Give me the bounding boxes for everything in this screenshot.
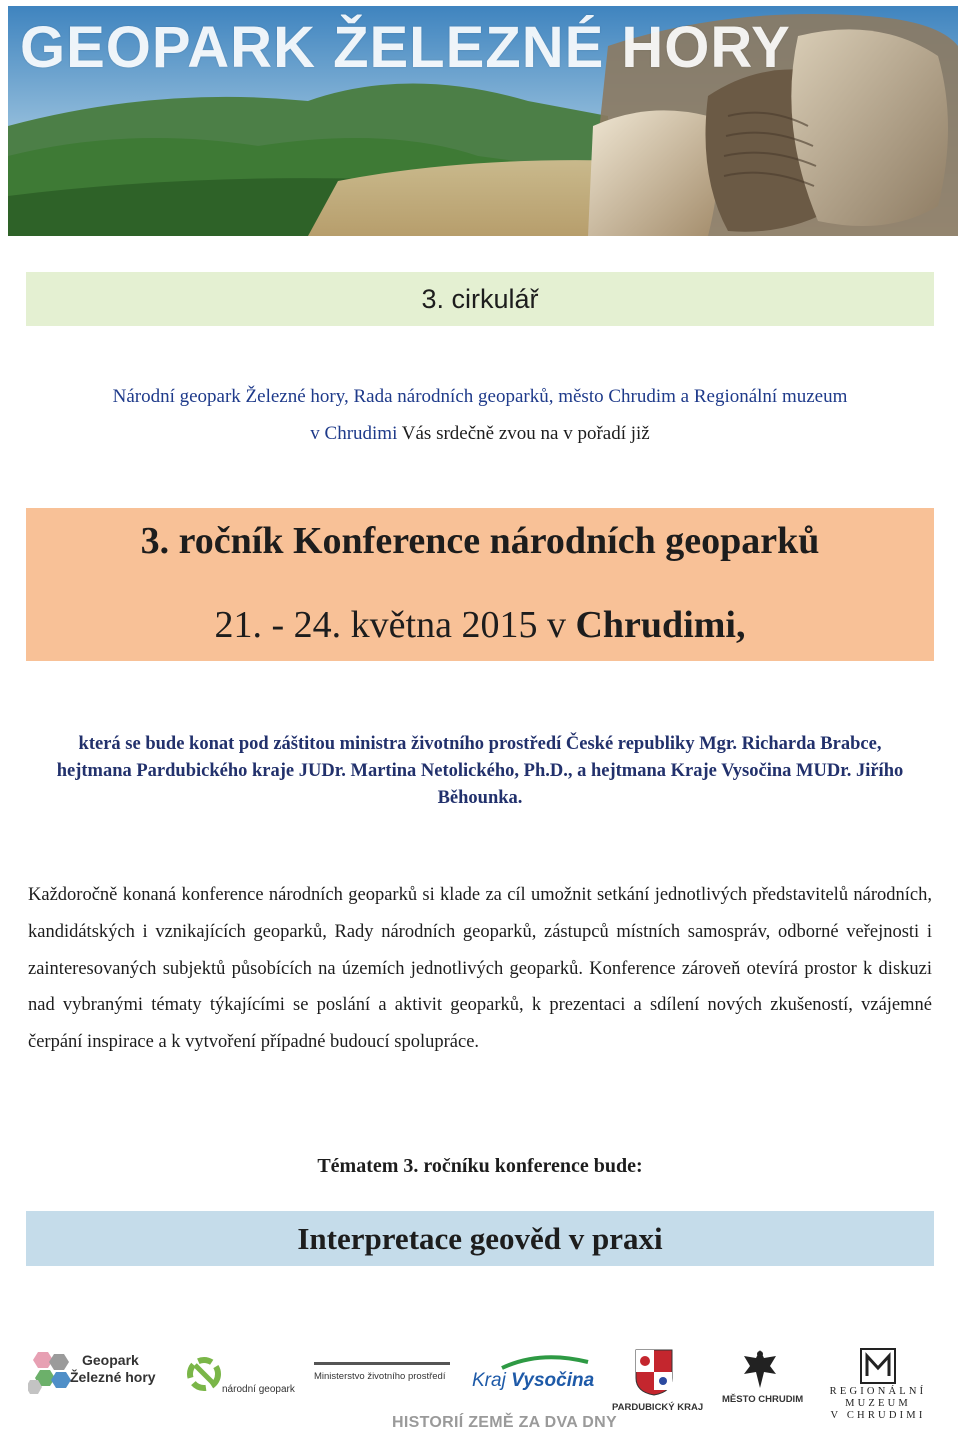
- vysocina-label: [472, 1370, 594, 1392]
- theme-box: [26, 1211, 934, 1266]
- theme-title: Interpretace geověd v praxi: [297, 1220, 663, 1256]
- ministry-label: Ministerstvo životního prostředí: [314, 1371, 446, 1382]
- description-paragraph: Každoročně konaná konference národních geoparků si klade za cíl umožnit setkání jednotlivých představitelů národních, kandidátských i vznikajících geoparků, Rady národních geoparků, zástupců místních samospráv, odborné veřejnosti i zainteresovaných subjektů působících na územích jednotlivých geoparků. Konference zároveň otevírá prostor k diskuzi nad vybranými tématy týkajícími se poslání a aktivit geoparků, k prezentaci a sdílení nových zkušeností, vzájemné čerpání inspirace a k vytvoření případné budoucí spolupráce.: [28, 885, 932, 1053]
- event-date-line: [26, 602, 934, 648]
- event-place: Chrudimi,: [575, 604, 746, 646]
- museum-label-1: REGIONÁLNÍ: [829, 1386, 927, 1397]
- vysocina-swoosh-icon: [500, 1354, 590, 1370]
- vysocina-kraj: Kraj: [472, 1370, 506, 1391]
- event-date: 21. - 24. května 2015 v: [214, 604, 576, 646]
- circular-title: 3. cirkulář: [421, 283, 539, 314]
- patronage-text: [26, 731, 934, 812]
- geopark-logo-line-1: Geopark: [82, 1352, 139, 1368]
- museum-label-3: V CHRUDIMI: [830, 1410, 926, 1421]
- ministry-line-top: [314, 1362, 450, 1365]
- intro-line-2: [26, 415, 934, 452]
- museum-label-2: MUZEUM: [845, 1398, 911, 1409]
- intro-line-2-rest: Vás srdečně zvou na v pořadí již: [397, 423, 650, 444]
- regionalni-muzeum-logo: [826, 1348, 936, 1428]
- partner-logos: [0, 1340, 960, 1436]
- header-banner: [8, 6, 958, 236]
- mesto-chrudim-label: MĚSTO CHRUDIM: [722, 1394, 804, 1405]
- patronage-line-1: která se bude konat pod záštitou ministra životního prostředí České republiky Mgr. Richarda Brabce,: [78, 734, 882, 754]
- circular-title-box: [26, 272, 934, 326]
- event-name: 3. ročník Konference národních geoparků: [140, 520, 820, 562]
- patronage-line-2: hejtmana Pardubického kraje JUDr. Martina Netolického, Ph.D., a hejtmana Kraje Vysočina MUDr. Jiřího: [56, 761, 904, 781]
- geopark-logo-line-2: Železné hory: [70, 1369, 156, 1385]
- pardubicky-label: PARDUBICKÝ KRAJ: [612, 1402, 704, 1413]
- intro-line-1: Národní geopark Železné hory, Rada národních geoparků, město Chrudim a Regionální muzeum: [112, 386, 848, 407]
- intro-line-2-bold: v Chrudimi: [310, 423, 398, 444]
- vysocina-name: Vysočina: [511, 1370, 595, 1391]
- kraj-vysocina-logo: [472, 1354, 595, 1394]
- pardubicky-coat-of-arms-icon: [634, 1348, 674, 1396]
- banner-title: GEOPARK ŽELEZNÉ HORY: [20, 15, 791, 80]
- narodni-geopark-label: národní geopark: [222, 1384, 295, 1395]
- ministry-logo: [314, 1362, 454, 1392]
- geopark-leaf-icon: [186, 1356, 222, 1392]
- intro-text: [26, 378, 934, 452]
- narodni-geopark-logo: [186, 1356, 306, 1400]
- pardubicky-kraj-logo: [610, 1348, 704, 1414]
- slogan: HISTORIÍ ZEMĚ ZA DVA DNY: [392, 1414, 617, 1431]
- geopark-zelezne-hory-logo: [28, 1350, 168, 1400]
- event-box: [26, 508, 934, 661]
- chrudim-eagle-icon: [742, 1348, 778, 1390]
- mesto-chrudim-logo: [720, 1348, 804, 1408]
- museum-label: [826, 1386, 930, 1422]
- theme-heading: Tématem 3. ročníku konference bude:: [317, 1155, 643, 1177]
- patronage-line-3: Běhounka.: [437, 788, 523, 808]
- museum-monogram-icon: [860, 1348, 896, 1384]
